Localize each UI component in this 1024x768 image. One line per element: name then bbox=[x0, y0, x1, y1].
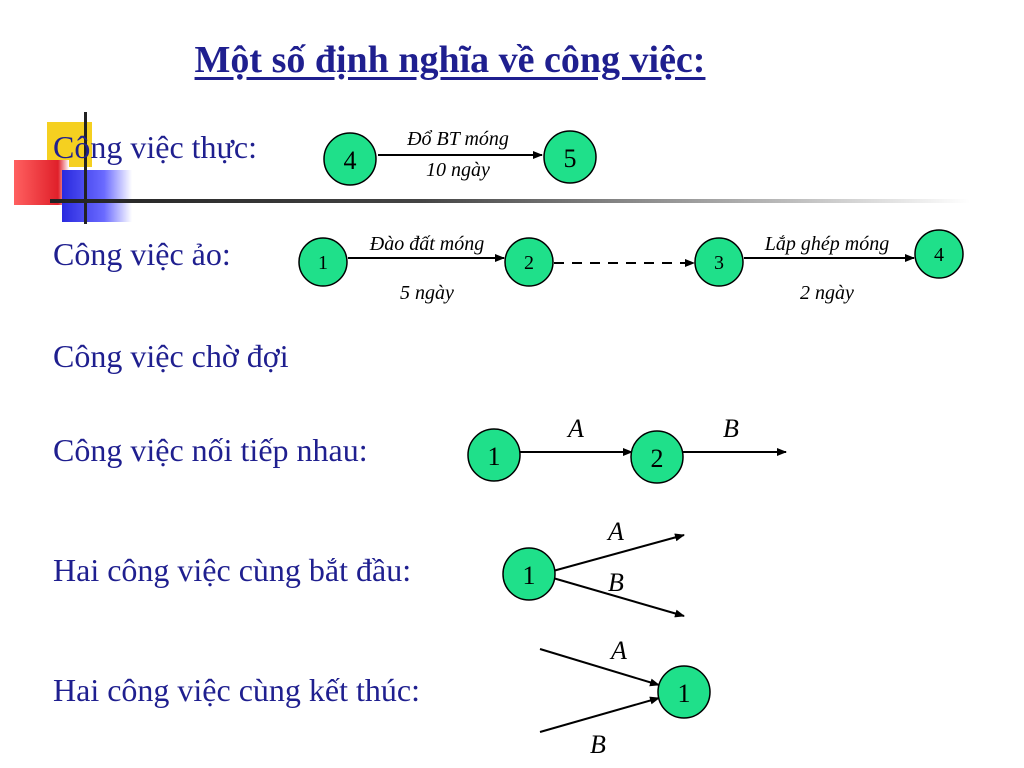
node-dummy-3-label: 3 bbox=[714, 252, 724, 274]
label-same-start: Hai công việc cùng bắt đầu: bbox=[53, 552, 412, 588]
same-start-label-b: B bbox=[608, 568, 624, 597]
serial-label-b: B bbox=[723, 414, 739, 443]
arrow-same-end-a bbox=[540, 649, 659, 685]
node-same-start-label: 1 bbox=[522, 561, 536, 590]
node-serial-2-label: 2 bbox=[650, 444, 664, 473]
real-task-name: Đổ BT móng bbox=[407, 128, 509, 150]
page-title: Một số định nghĩa về công việc: bbox=[194, 39, 706, 81]
node-real-4-label: 4 bbox=[343, 146, 357, 175]
dummy-task2-name: Lắp ghép móng bbox=[764, 233, 890, 255]
dummy-task1-duration: 5 ngày bbox=[400, 282, 454, 304]
label-real-task: Công việc thực: bbox=[53, 129, 257, 165]
label-serial-tasks: Công việc nối tiếp nhau: bbox=[53, 432, 368, 468]
node-dummy-1-label: 1 bbox=[318, 252, 328, 274]
arrow-same-end-b bbox=[540, 698, 659, 732]
node-dummy-2-label: 2 bbox=[524, 252, 534, 274]
serial-label-a: A bbox=[568, 414, 584, 443]
node-serial-1-label: 1 bbox=[487, 442, 501, 471]
node-real-5-label: 5 bbox=[563, 144, 577, 173]
label-waiting-task: Công việc chờ đợi bbox=[53, 338, 289, 374]
dummy-task1-name: Đào đất móng bbox=[369, 233, 485, 255]
label-dummy-task: Công việc ảo: bbox=[53, 236, 231, 272]
same-end-label-a: A bbox=[611, 636, 627, 665]
same-end-label-b: B bbox=[590, 730, 606, 759]
real-task-duration: 10 ngày bbox=[426, 159, 490, 181]
label-same-end: Hai công việc cùng kết thúc: bbox=[53, 672, 420, 708]
same-start-label-a: A bbox=[608, 517, 624, 546]
node-dummy-4-label: 4 bbox=[934, 244, 944, 266]
node-same-end-label: 1 bbox=[677, 679, 691, 708]
dummy-task2-duration: 2 ngày bbox=[800, 282, 854, 304]
